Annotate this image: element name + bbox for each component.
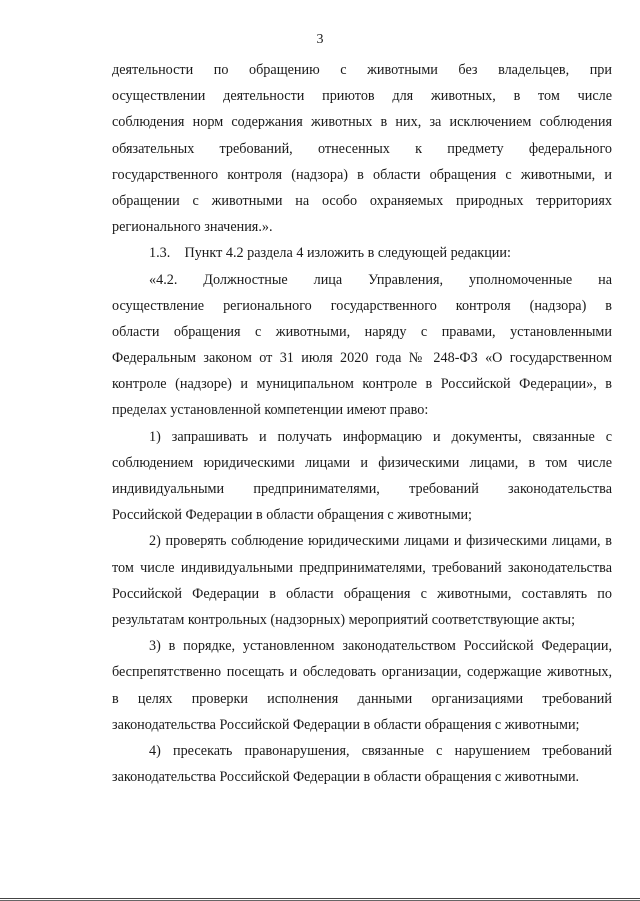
paragraph-continuation — [112, 57, 612, 240]
list-item-4 — [112, 738, 612, 790]
text-line: законодательства Российской Федерации в области обращения с животными. — [112, 769, 580, 786]
text-line: том числе индивидуальными предпринимателями, требований законодательства — [112, 559, 612, 576]
text-line: обращении с животными на особо охраняемых природных территориях — [112, 192, 612, 209]
text-line: пределах установленной компетенции имеют право: — [112, 402, 429, 419]
text-line: 3) в порядке, установленном законодательством Российской Федерации, — [149, 638, 612, 655]
text-line: осуществлении деятельности приютов для животных, в том числе — [112, 88, 612, 105]
text-line: «4.2. Должностные лица Управления, уполномоченные на — [149, 271, 612, 288]
text-line: 1.3. Пункт 4.2 раздела 4 изложить в следующей редакции: — [149, 245, 511, 262]
text-line: осуществление регионального государственного контроля (надзора) в — [112, 297, 612, 314]
text-line: соблюдения норм содержания животных в них, за исключением соблюдения — [112, 114, 612, 131]
text-line: в целях проверки исполнения данными организациями требований — [112, 690, 612, 707]
list-item-3 — [112, 633, 612, 738]
text-line: деятельности по обращению с животными без владельцев, при — [112, 62, 612, 78]
paragraph-1-3 — [112, 240, 612, 266]
text-line: результатам контрольных (надзорных) мероприятий соответствующие акты; — [112, 611, 576, 628]
text-line: 2) проверять соблюдение юридическими лицами и физическими лицами, в — [149, 533, 612, 550]
list-item-2 — [112, 528, 612, 633]
text-line: государственного контроля (надзора) в области обращения с животными, и — [112, 166, 612, 183]
page-number: 3 — [316, 32, 324, 47]
text-line: соблюдением юридическими лицами и физическими лицами, в том числе — [112, 454, 612, 471]
text-line: индивидуальными предпринимателями, требований законодательства — [112, 481, 612, 497]
text-line: области обращения с животными, наряду с правами, установленными — [112, 323, 612, 340]
text-line: обязательных требований, отнесенных к предмету федерального — [112, 140, 612, 157]
list-item-1 — [112, 424, 612, 529]
text-line: контроле (надзоре) и муниципальном контроле в Российской Федерации», в — [112, 376, 612, 393]
text-line: Российской Федерации в области обращения с животными, составлять по — [112, 585, 612, 602]
text-line: беспрепятственно посещать и обследовать организации, содержащие животных, — [112, 664, 612, 681]
text-line: 4) пресекать правонарушения, связанные с нарушением требований — [149, 742, 612, 759]
text-line: 1) запрашивать и получать информацию и документы, связанные с — [149, 428, 612, 445]
footer-rule — [0, 898, 640, 899]
text-line: Российской Федерации в области обращения с животными; — [112, 507, 472, 524]
document-body — [112, 57, 612, 790]
text-line: Федеральным законом от 31 июля 2020 года № 248-ФЗ «О государственном — [112, 350, 612, 367]
text-line: регионального значения.». — [112, 219, 273, 236]
paragraph-4-2 — [112, 267, 612, 424]
text-line: законодательства Российской Федерации в области обращения с животными; — [112, 716, 580, 733]
